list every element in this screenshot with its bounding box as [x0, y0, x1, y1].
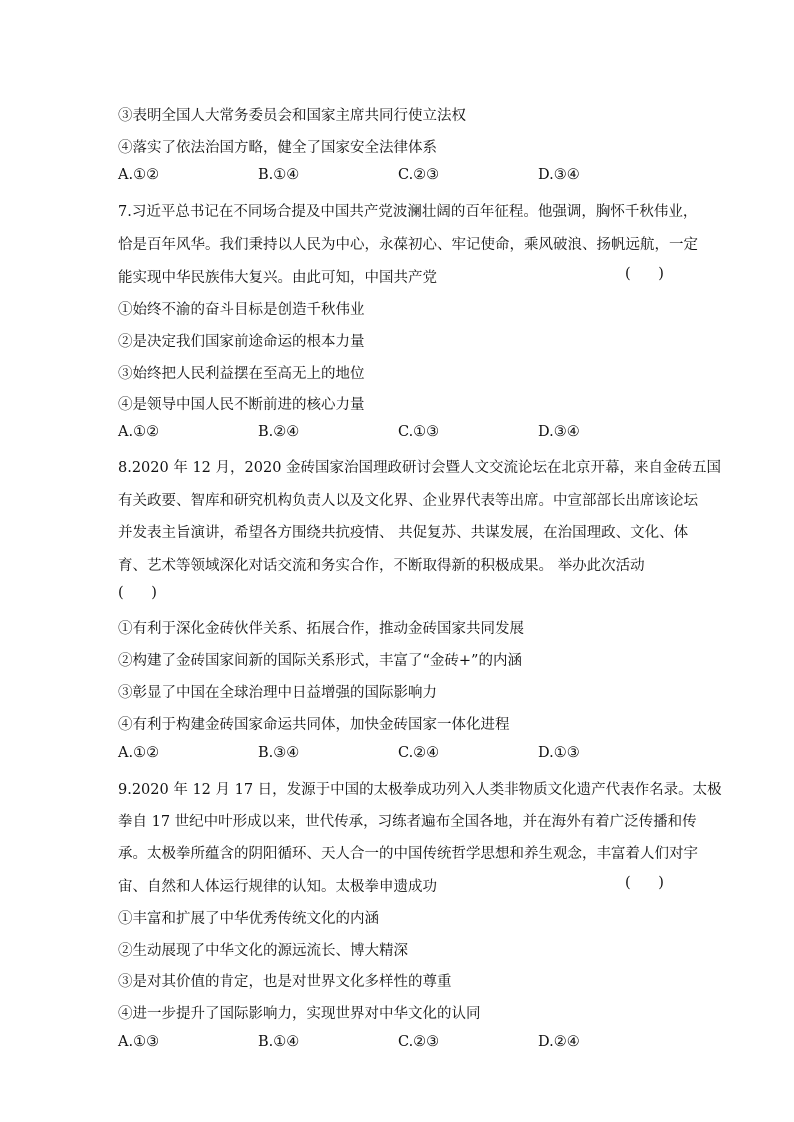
q6-choice-d[interactable]: D.③④	[538, 167, 580, 183]
q9-choice-c[interactable]: C.②③	[398, 1034, 440, 1050]
q9-stem-line-4: 宙、自然和人体运行规律的认知。太极拳申遗成功	[118, 879, 437, 895]
q8-option-1: ①有利于深化金砖伙伴关系、拓展合作，推动金砖国家共同发展	[118, 621, 524, 637]
q7-option-3: ③始终把人民利益摆在至高无上的地位	[118, 366, 365, 382]
q6-option-4: ④落实了依法治国方略，健全了国家安全法律体系	[118, 140, 437, 156]
q9-option-2: ②生动展现了中华文化的源远流长、博大精深	[118, 943, 408, 959]
q7-option-1: ①始终不渝的奋斗目标是创造千秋伟业	[118, 302, 365, 318]
q9-option-3: ③是对其价值的肯定，也是对世界文化多样性的尊重	[118, 974, 452, 990]
q9-stem-line-3: 承。太极拳所蕴含的阴阳循环、天人合一的中国传统哲学思想和养生观念，丰富着人们对宇	[118, 846, 698, 862]
q8-option-4: ④有利于构建金砖国家命运共同体，加快金砖国家一体化进程	[118, 717, 510, 733]
q8-choice-b[interactable]: B.③④	[258, 745, 300, 761]
q7-choice-a[interactable]: A.①②	[118, 424, 160, 440]
q7-stem-line-2: 恰是百年风华。我们秉持以人民为中心，永葆初心、牢记使命，乘风破浪、扬帆远航，一定	[118, 237, 698, 253]
q6-choice-a[interactable]: A.①②	[118, 167, 160, 183]
q8-option-2: ②构建了金砖国家间新的国际关系形式，丰富了“金砖+”的内涵	[118, 653, 522, 669]
q8-choice-a[interactable]: A.①②	[118, 745, 160, 761]
q6-option-3: ③表明全国人大常务委员会和国家主席共同行使立法权	[118, 108, 466, 124]
q9-option-1: ①丰富和扩展了中华优秀传统文化的内涵	[118, 911, 379, 927]
q7-choice-c[interactable]: C.①③	[398, 424, 440, 440]
q8-stem-line-1: 8.2020 年 12 月，2020 金砖国家治国理政研讨会暨人文交流论坛在北京开幕，来自金砖五国	[118, 460, 722, 476]
q8-stem-line-4: 育、艺术等领域深化对话交流和务实合作，不断取得新的积极成果。 举办此次活动	[118, 558, 645, 574]
q7-stem-line-1: 7.习近平总书记在不同场合提及中国共产党波澜壮阔的百年征程。他强调，胸怀千秋伟业，	[118, 204, 698, 220]
q7-option-4: ④是领导中国人民不断前进的核心力量	[118, 397, 365, 413]
q9-stem-line-1: 9.2020 年 12 月 17 日，发源于中国的太极拳成功列入人类非物质文化遗产代表作名录。太极	[118, 782, 722, 798]
q9-stem-line-2: 拳自 17 世纪中叶形成以来，世代传承，习练者遍布全国各地，并在海外有着广泛传播和传	[118, 814, 697, 830]
q6-choice-b[interactable]: B.①④	[258, 167, 300, 183]
q8-stem-line-2: 有关政要、智库和研究机构负责人以及文化界、企业界代表等出席。中宣部部长出席该论坛	[118, 493, 698, 509]
q7-choice-b[interactable]: B.②④	[258, 424, 300, 440]
q8-answer-bracket[interactable]: ( )	[118, 585, 157, 601]
q8-stem-line-3: 并发表主旨演讲，希望各方围绕共抗疫情、 共促复苏、共谋发展，在治国理政、文化、体	[118, 525, 689, 541]
q7-choice-d[interactable]: D.③④	[538, 424, 580, 440]
q7-option-2: ②是决定我们国家前途命运的根本力量	[118, 334, 365, 350]
q7-stem-line-3: 能实现中华民族伟大复兴。由此可知，中国共产党	[118, 270, 437, 286]
q9-choice-b[interactable]: B.①④	[258, 1034, 300, 1050]
q7-answer-bracket[interactable]: ( )	[625, 266, 664, 282]
q9-answer-bracket[interactable]: ( )	[625, 875, 664, 891]
q9-option-4: ④进一步提升了国际影响力，实现世界对中华文化的认同	[118, 1006, 481, 1022]
q9-choice-d[interactable]: D.②④	[538, 1034, 580, 1050]
q8-option-3: ③彰显了中国在全球治理中日益增强的国际影响力	[118, 685, 437, 701]
q8-choice-c[interactable]: C.②④	[398, 745, 440, 761]
q8-choice-d[interactable]: D.①③	[538, 745, 580, 761]
q6-choice-c[interactable]: C.②③	[398, 167, 440, 183]
q9-choice-a[interactable]: A.①③	[118, 1034, 160, 1050]
